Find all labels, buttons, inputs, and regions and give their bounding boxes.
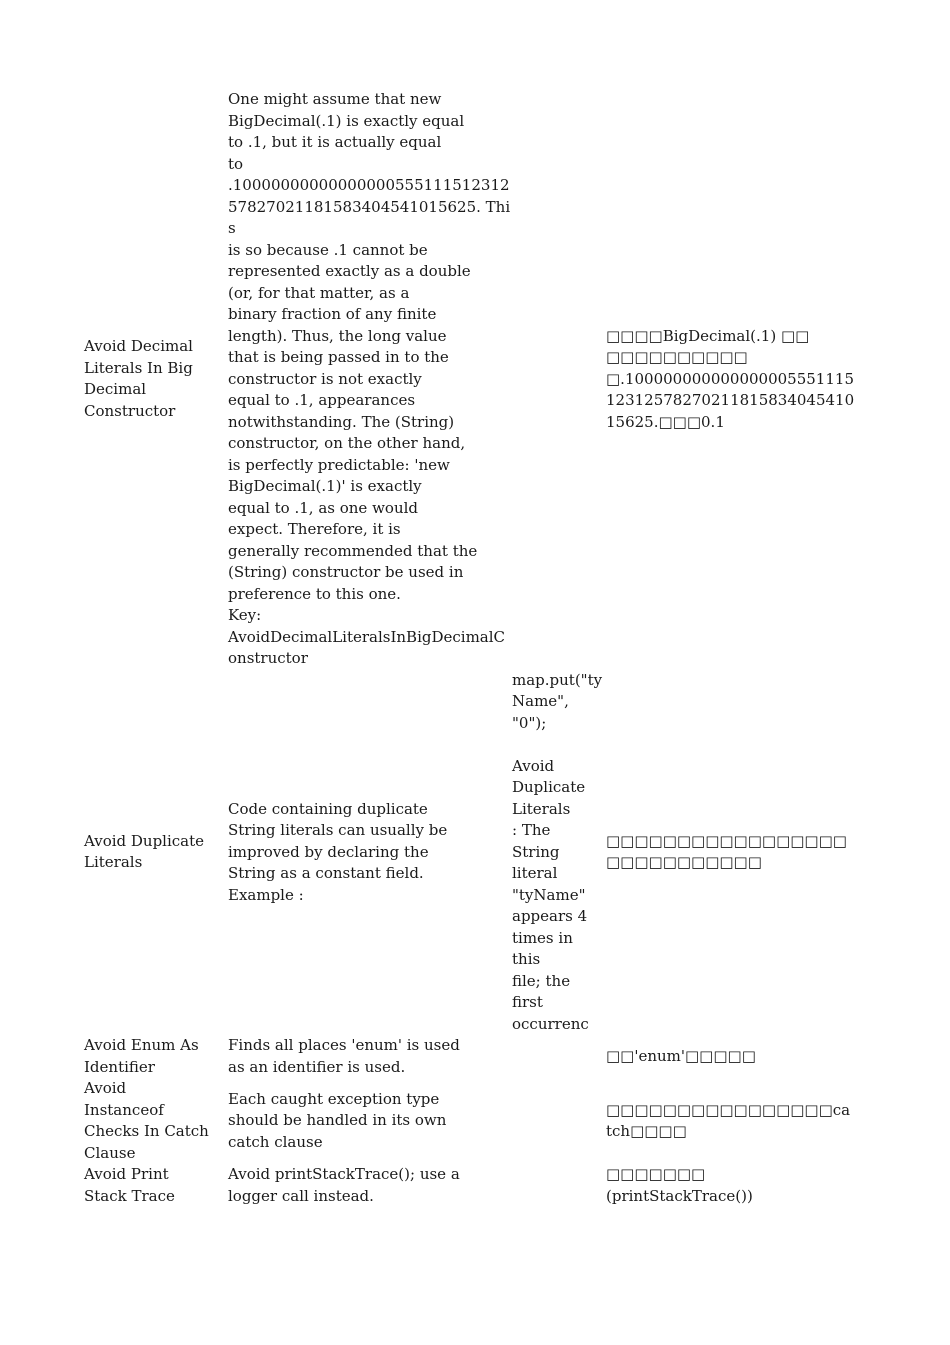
rules-table: [84, 89, 856, 1207]
rule-example: [512, 1078, 606, 1164]
rule-name: Avoid Enum As Identifier: [84, 1036, 199, 1076]
rule-note: □□□□□□□□□□□□□□□□□□□□□□□□□□□□: [606, 831, 847, 872]
rule-description: Code containing duplicate String literals can usually be improved by declaring the String as a constant field. Example :: [228, 799, 448, 904]
rule-note: □□□□□□□ (printStackTrace()): [606, 1165, 753, 1205]
rule-example: map.put("tyName", "0"); Avoid Duplicate Literals : The String literal "tyName" appears 4 times in this file; the first occurrenc: [512, 670, 603, 1033]
rule-description: One might assume that new BigDecimal(.1) is exactly equal to .1, but it is actually equal to .1000000000000000055511151231257827021181583404541015625. This is so because .1 cannot be represented exactly as a double (or, for that matter, as a binary fraction of any finite length). Thus, the long value that is being passed in to the constructor is not exactly equal to .1, appearances notwithstanding. The (String) constructor, on the other hand, is perfectly predictable: 'new BigDecimal(.1)' is exactly equal to .1, as one would expect. Therefore, it is generally recommended that the (String) constructor be used in preference to this one. Key: AvoidDecimalLiteralsInBigDecimalConstructor: [228, 90, 511, 667]
rule-name: Avoid Decimal Literals In Big Decimal Constructor: [84, 337, 193, 420]
table-row: [84, 89, 856, 670]
table-row: [84, 1035, 856, 1078]
rule-name: Avoid Print Stack Trace: [84, 1165, 175, 1205]
rule-description: Each caught exception type should be handled in its own catch clause: [228, 1089, 447, 1151]
rule-example: [512, 1035, 606, 1078]
rule-example: [512, 1164, 606, 1207]
rule-description: Finds all places 'enum' is used as an identifier is used.: [228, 1036, 460, 1076]
table-row: [84, 670, 856, 1036]
table-row: [84, 1164, 856, 1207]
rule-note: □□□□□□□□□□□□□□□□catch□□□□: [606, 1100, 851, 1140]
rule-name: Avoid Duplicate Literals: [84, 831, 205, 872]
rule-description: Avoid printStackTrace(); use a logger call instead.: [228, 1165, 460, 1205]
rule-note: □□□□BigDecimal(.1) □□ □□□□□□□□□□ □.1000000000000000055511151231257827021181583404541015625.□□□0.1: [606, 326, 855, 431]
table-row: [84, 1078, 856, 1164]
rule-note: □□'enum'□□□□□: [606, 1046, 756, 1065]
rule-name: Avoid Instanceof Checks In Catch Clause: [84, 1079, 209, 1162]
rule-example: [512, 89, 606, 670]
